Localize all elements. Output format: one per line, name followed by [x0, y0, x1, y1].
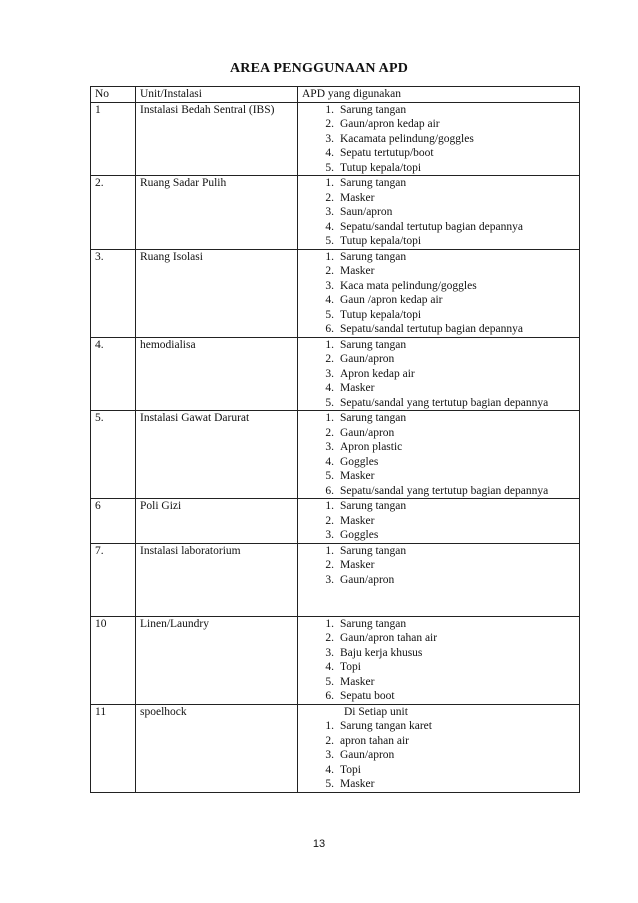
- list-item-text: Gaun/apron: [340, 426, 395, 439]
- list-item-text: Gaun /apron kedap air: [340, 294, 443, 306]
- list-item-text: Sepatu boot: [340, 690, 395, 702]
- list-item: [302, 719, 576, 734]
- unit-name: Poli Gizi: [136, 499, 298, 544]
- list-item: [302, 205, 576, 220]
- apd-list-heading: Di Setiap unit: [344, 705, 408, 718]
- table-header-row: [91, 87, 580, 103]
- apd-list: [302, 250, 576, 337]
- list-item-number: 5.: [325, 235, 334, 247]
- apd-list: [302, 617, 576, 704]
- list-item-number: 5.: [325, 778, 334, 790]
- list-item: [302, 279, 576, 294]
- list-item: [302, 689, 576, 704]
- apd-table: [90, 86, 580, 793]
- list-item-text: Sarung tangan karet: [340, 720, 432, 732]
- table-body: [91, 102, 580, 792]
- list-item-number: 3.: [325, 749, 334, 761]
- list-item: [302, 763, 576, 778]
- list-item-text: Sepatu/sandal tertutup bagian depannya: [340, 323, 523, 335]
- table-row: [91, 543, 580, 616]
- apd-list-cell: [298, 411, 580, 499]
- row-number: 3.: [91, 249, 136, 337]
- list-item-text: Saun/apron: [340, 206, 393, 218]
- list-item: [302, 352, 576, 367]
- list-item-number: 3.: [325, 132, 334, 145]
- list-item: [302, 191, 576, 206]
- apd-list: [302, 719, 576, 792]
- list-item: [302, 675, 576, 690]
- apd-list-cell: [298, 616, 580, 704]
- list-item: [302, 455, 576, 470]
- list-item-number: 2.: [325, 559, 334, 571]
- list-item-number: 1.: [325, 412, 334, 424]
- list-item: [302, 748, 576, 763]
- apd-list-cell: [298, 704, 580, 792]
- apd-list: [302, 499, 576, 543]
- list-item: [302, 558, 576, 573]
- list-item: [302, 381, 576, 396]
- list-item-number: 3.: [325, 367, 334, 380]
- unit-name: Instalasi Bedah Sentral (IBS): [136, 102, 298, 176]
- list-item-number: 4.: [325, 661, 334, 673]
- list-item-number: 2.: [325, 734, 334, 747]
- list-item-number: 5.: [325, 675, 334, 688]
- list-item-text: Gaun/apron tahan air: [340, 632, 438, 644]
- list-item-text: Kacamata pelindung/goggles: [340, 132, 474, 145]
- list-item: [302, 631, 576, 646]
- list-item-text: Masker: [340, 514, 375, 527]
- list-item: [302, 338, 576, 353]
- list-item-text: Tutup kepala/topi: [340, 235, 422, 247]
- list-item-number: 4.: [325, 220, 334, 233]
- list-item-text: Sarung tangan: [340, 338, 407, 351]
- unit-name: Ruang Isolasi: [136, 249, 298, 337]
- row-number: 10: [91, 616, 136, 704]
- list-item-text: Apron plastic: [340, 441, 403, 453]
- list-item-number: 1.: [325, 250, 334, 263]
- list-item-text: Sarung tangan: [340, 500, 407, 512]
- list-item-number: 5.: [325, 308, 334, 321]
- list-item: [302, 777, 576, 792]
- apd-list-cell: [298, 249, 580, 337]
- list-item-number: 5.: [325, 396, 334, 409]
- apd-list-cell: [298, 102, 580, 176]
- row-number: 5.: [91, 411, 136, 499]
- list-item: [302, 132, 576, 147]
- table-row: [91, 616, 580, 704]
- list-item: [302, 117, 576, 132]
- list-item-text: Gaun/apron: [340, 749, 395, 761]
- list-item-number: 3.: [325, 441, 334, 453]
- list-item-number: 4.: [325, 294, 334, 306]
- row-number: 4.: [91, 337, 136, 411]
- list-item-number: 2.: [325, 353, 334, 365]
- list-item: [302, 176, 576, 191]
- table-row: [91, 704, 580, 792]
- apd-list: [302, 338, 576, 411]
- apd-list: [302, 176, 576, 249]
- list-item-number: 4.: [325, 455, 334, 468]
- list-item: [302, 220, 576, 235]
- list-item-number: 3.: [325, 279, 334, 292]
- unit-name: Instalasi Gawat Darurat: [136, 411, 298, 499]
- list-item: [302, 250, 576, 265]
- table-row: [91, 411, 580, 499]
- list-item-text: Sepatu/sandal yang tertutup bagian depannya: [340, 484, 549, 497]
- list-item-text: Sepatu/sandal yang tertutup bagian depannya: [340, 396, 549, 409]
- list-item-text: Masker: [340, 470, 375, 482]
- list-item-number: 1.: [325, 617, 334, 630]
- list-item-text: Tutup kepala/topi: [340, 161, 422, 174]
- table-row: [91, 337, 580, 411]
- header-apd: APD yang digunakan: [298, 87, 580, 103]
- list-item-number: 6.: [325, 484, 334, 497]
- header-no: No: [91, 87, 136, 103]
- list-item: [302, 411, 576, 426]
- list-item: [302, 544, 576, 559]
- list-item: [302, 234, 576, 249]
- list-item: [302, 367, 576, 382]
- row-number: 11: [91, 704, 136, 792]
- list-item: [302, 528, 576, 543]
- list-item-number: 2.: [325, 632, 334, 644]
- list-item-text: Topi: [340, 763, 361, 776]
- list-item-number: 5.: [325, 161, 334, 174]
- list-item: [302, 573, 576, 588]
- list-item: [302, 426, 576, 441]
- list-item-text: Goggles: [340, 455, 379, 468]
- list-item: [302, 103, 576, 118]
- apd-list: [302, 544, 576, 588]
- row-number: 6: [91, 499, 136, 544]
- list-item: [302, 499, 576, 514]
- list-item: [302, 660, 576, 675]
- apd-list: [302, 103, 576, 176]
- list-item-number: 1.: [325, 338, 334, 351]
- list-item-number: 2.: [325, 118, 334, 130]
- list-item: [302, 514, 576, 529]
- list-item: [302, 646, 576, 661]
- list-item-number: 2.: [325, 191, 334, 204]
- list-item-text: Masker: [340, 382, 375, 394]
- list-item-text: Masker: [340, 191, 375, 204]
- list-item: [302, 308, 576, 323]
- list-item-text: Masker: [340, 265, 375, 277]
- list-item-text: Masker: [340, 778, 375, 790]
- apd-list-cell: [298, 176, 580, 250]
- list-item-text: Baju kerja khusus: [340, 646, 423, 659]
- list-item-number: 1.: [325, 544, 334, 557]
- table-row: [91, 249, 580, 337]
- list-item-number: 4.: [325, 147, 334, 159]
- list-item-text: Sarung tangan: [340, 544, 407, 557]
- list-item-number: 2.: [325, 265, 334, 277]
- list-item-text: Sepatu/sandal tertutup bagian depannya: [340, 220, 523, 233]
- row-number: 7.: [91, 543, 136, 616]
- table-row: [91, 176, 580, 250]
- list-item-text: Kaca mata pelindung/goggles: [340, 279, 477, 292]
- list-item-number: 5.: [325, 470, 334, 482]
- unit-name: Instalasi laboratorium: [136, 543, 298, 616]
- page-title: AREA PENGGUNAAN APD: [229, 61, 409, 76]
- list-item-text: Gaun/apron: [340, 353, 395, 365]
- row-number: 1: [91, 102, 136, 176]
- list-item-text: Tutup kepala/topi: [340, 308, 422, 321]
- list-item-text: Sarung tangan: [340, 103, 407, 116]
- unit-name: hemodialisa: [136, 337, 298, 411]
- apd-list-cell: [298, 337, 580, 411]
- list-item: [302, 484, 576, 499]
- apd-list-cell: [298, 543, 580, 616]
- list-item-number: 2.: [325, 514, 334, 527]
- header-unit: Unit/Instalasi: [136, 87, 298, 103]
- list-item: [302, 293, 576, 308]
- list-item-text: Sarung tangan: [340, 250, 407, 263]
- list-item-text: Masker: [340, 675, 375, 688]
- row-number: 2.: [91, 176, 136, 250]
- table-row: [91, 499, 580, 544]
- list-item-number: 4.: [325, 763, 334, 776]
- list-item-number: 2.: [325, 426, 334, 439]
- list-item: [302, 146, 576, 161]
- list-item: [302, 161, 576, 176]
- list-item-text: apron tahan air: [340, 734, 409, 747]
- list-item-text: Apron kedap air: [340, 367, 415, 380]
- list-item-text: Sepatu tertutup/boot: [340, 147, 434, 159]
- list-item-number: 3.: [325, 529, 334, 541]
- unit-name: Ruang Sadar Pulih: [136, 176, 298, 250]
- list-item-number: 1.: [325, 177, 334, 189]
- list-item: [302, 264, 576, 279]
- list-item-text: Sarung tangan: [340, 412, 407, 424]
- list-item-text: Sarung tangan: [340, 177, 407, 189]
- list-item-text: Topi: [340, 661, 361, 673]
- list-item-number: 3.: [325, 646, 334, 659]
- list-item: [302, 322, 576, 337]
- list-item: [302, 396, 576, 411]
- list-item-number: 3.: [325, 206, 334, 218]
- page-number: 13: [312, 838, 326, 850]
- list-item-number: 3.: [325, 573, 334, 586]
- list-item-text: Sarung tangan: [340, 617, 407, 630]
- list-item-number: 6.: [325, 690, 334, 702]
- list-item: [302, 617, 576, 632]
- unit-name: Linen/Laundry: [136, 616, 298, 704]
- list-item-number: 4.: [325, 382, 334, 394]
- list-item-text: Goggles: [340, 529, 379, 541]
- list-item: [302, 440, 576, 455]
- unit-name: spoelhock: [136, 704, 298, 792]
- apd-list: [302, 411, 576, 498]
- table-row: [91, 102, 580, 176]
- list-item-text: Masker: [340, 559, 375, 571]
- list-item-number: 1.: [325, 720, 334, 732]
- list-item: [302, 734, 576, 749]
- list-item-number: 1.: [325, 500, 334, 512]
- list-item: [302, 469, 576, 484]
- list-item-number: 1.: [325, 103, 334, 116]
- list-item-number: 6.: [325, 323, 334, 335]
- list-item-text: Gaun/apron kedap air: [340, 118, 440, 130]
- apd-list-cell: [298, 499, 580, 544]
- list-item-text: Gaun/apron: [340, 573, 395, 586]
